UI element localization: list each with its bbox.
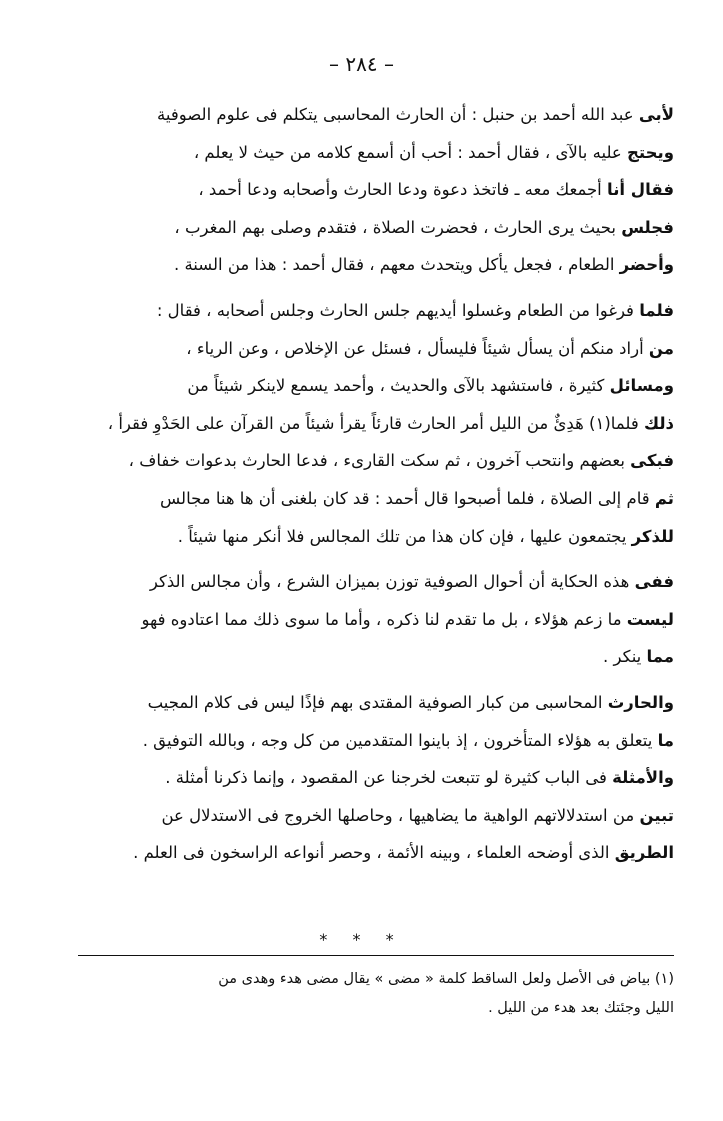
text-line: فبكى بعضهم وانتحب آخرون ، ثم سكت القارىء ، فدعا الحارث بدعوات خفاف ، (128, 451, 674, 471)
text-line: ويحتج عليه بالآى ، فقال أحمد : أحب أن أسمع كلامه من حيث لا يعلم ، (193, 142, 674, 162)
paragraph (64, 684, 674, 759)
main-text (64, 96, 674, 872)
text-line: من أراد منكم أن يسأل شيئاً فليسأل ، فسئل عن الإخلاص ، وعن الرياء ، (186, 338, 674, 358)
text-line: ليست ما زعم هؤلاء ، بل ما تقدم لنا ذكره ، وأما ما سوى ذلك مما اعتادوه فهو (141, 609, 674, 629)
footnote-line: الليل وجئتك بعد هدء من الليل . (488, 1000, 674, 1016)
text-line: للذكر يجتمعون عليها ، فإن كان هذا من تلك المجالس فلا أنكر منها شيئاً . (177, 526, 674, 546)
text-line: فلما فرغوا من الطعام وغسلوا أيديهم جلس الحارث وجلس أصحابه ، فقال : (156, 300, 674, 320)
text-line: ذلك فلما(١) هَدِئٌ من الليل أمر الحارث قارئاً يقرأ شيئاً من القرآن على الحَدْوِ فقرأ ، (107, 413, 674, 433)
text-line: وأحضر الطعام ، فجعل يأكل ويتحدث معهم ، فقال أحمد : هذا من السنة . (173, 255, 674, 275)
text-line: ففى هذه الحكاية أن أحوال الصوفية توزن بميزان الشرع ، وأن مجالس الذكر (149, 572, 674, 592)
page-number: – ٢٨٤ – (329, 52, 394, 76)
text-line: لأبى عبد الله أحمد بن حنبل : أن الحارث المحاسبى يتكلم فى علوم الصوفية (157, 105, 674, 124)
text-line: فقال أنا أجمعك معه ـ فاتخذ دعوة ودعا الحارث وأصحابه ودعا أحمد ، (198, 180, 674, 200)
paragraph (64, 96, 674, 284)
text-line: مما ينكر . (602, 647, 674, 667)
text-line: فجلس بحيث يرى الحارث ، فحضرت الصلاة ، فتقدم وصلى بهم المغرب ، (174, 217, 674, 237)
footnote-rule (78, 955, 674, 956)
text-line: ما يتعلق به هؤلاء المتأخرون ، إذ باينوا المتقدمين من كل وجه ، وبالله التوفيق . (142, 730, 674, 750)
paragraph (64, 563, 674, 676)
footnote (78, 965, 674, 1023)
text-line: تبين من استدلالاتهم الواهية ما يضاهيها ، وحاصلها الخروج فى الاستدلال عن (161, 805, 674, 825)
paragraph (64, 292, 674, 555)
text-line: والحارث المحاسبى من كبار الصوفية المقتدى بهم فإذًا ليس فى كلام المجيب (147, 692, 674, 712)
text-line: ومسائل كثيرة ، فاستشهد بالآى والحديث ، وأحمد يسمع لاينكر شيئاً من (187, 376, 674, 396)
paragraph (64, 759, 674, 872)
text-line: الطريق الذى أوضحه العلماء ، وبينه الأئمة ، وحصر أنواعه الراسخون فى العلم . (133, 843, 674, 863)
text-line: والأمثلة فى الباب كثيرة لو تتبعت لخرجنا عن المقصود ، وإنما ذكرنا أمثلة . (165, 768, 674, 788)
footnote-line: (١) بياض فى الأصل ولعل الساقط كلمة « مضى » يقال مضى هدء وهدى من (218, 971, 674, 987)
section-separator: * * * (319, 930, 404, 949)
text-line: ثم قام إلى الصلاة ، فلما أصبحوا قال أحمد : قد كان بلغنى أن ها هنا مجالس (160, 488, 674, 508)
